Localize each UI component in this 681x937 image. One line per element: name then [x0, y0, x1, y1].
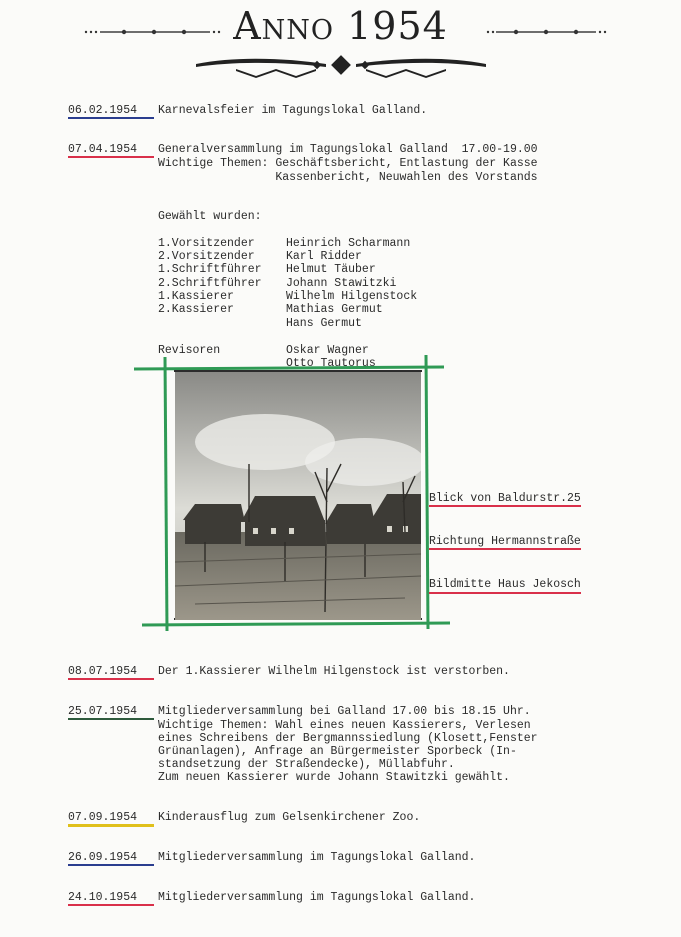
- elected-role: 2.Schriftführer: [158, 277, 262, 290]
- entry-text: Kassenbericht, Neuwahlen des Vorstands: [158, 171, 538, 184]
- entry-date: 25.07.1954: [68, 705, 154, 720]
- elected-role: 1.Kassierer: [158, 290, 234, 303]
- entry-text: Grünanlagen), Anfrage an Bürgermeister Sporbeck (In-: [158, 745, 517, 758]
- elected-role: 1.Schriftführer: [158, 263, 262, 276]
- left-ornament: [84, 27, 224, 37]
- entry-date: 07.09.1954: [68, 811, 154, 827]
- entry-text: Zum neuen Kassierer wurde Johann Stawitzki gewählt.: [158, 771, 510, 784]
- elected-name: Heinrich Scharmann: [286, 237, 411, 250]
- elected-name: Wilhelm Hilgenstock: [286, 290, 418, 303]
- auditor-name: Oskar Wagner: [286, 344, 369, 357]
- street-photo: [175, 372, 421, 620]
- entry-text: Karnevalsfeier im Tagungslokal Galland.: [158, 104, 428, 117]
- auditors-label: Revisoren: [158, 344, 221, 357]
- entry-text: Kinderausflug zum Gelsenkirchener Zoo.: [158, 811, 421, 824]
- entry-text: Mitgliederversammlung bei Galland 17.00 bis 18.15 Uhr.: [158, 705, 531, 718]
- entry-text: Der 1.Kassierer Wilhelm Hilgenstock ist verstorben.: [158, 665, 510, 678]
- entry-text: Generalversammlung im Tagungslokal Galland 17.00-19.00: [158, 143, 538, 156]
- caption-line: Richtung Hermannstraße: [429, 535, 581, 550]
- entry-text: eines Schreibens der Bergmannssiedlung (Klosett,Fenster: [158, 732, 538, 745]
- entry-date: 26.09.1954: [68, 851, 154, 866]
- elected-heading: Gewählt wurden:: [158, 210, 262, 223]
- entry-text: Mitgliederversammlung im Tagungslokal Galland.: [158, 851, 476, 864]
- elected-role: 2.Vorsitzender: [158, 250, 255, 263]
- elected-name: Johann Stawitzki: [286, 277, 397, 290]
- auditor-name: Otto Tautorus: [286, 357, 376, 370]
- elected-name: Hans Germut: [286, 317, 362, 330]
- entry-text: Wichtige Themen: Wahl eines neuen Kassierers, Verlesen: [158, 719, 531, 732]
- entry-date: 06.02.1954: [68, 104, 154, 119]
- photo-caption: [429, 465, 581, 608]
- elected-role: 1.Vorsitzender: [158, 237, 255, 250]
- page-title: Anno 1954: [233, 4, 448, 48]
- elected-name: Helmut Täuber: [286, 263, 376, 276]
- right-ornament: [486, 27, 611, 37]
- elected-name: Karl Ridder: [286, 250, 362, 263]
- entry-date: 24.10.1954: [68, 891, 154, 906]
- caption-line: Bildmitte Haus Jekosch: [429, 578, 581, 593]
- entry-date: 08.07.1954: [68, 665, 154, 680]
- title-flourish: [196, 54, 486, 80]
- elected-role: 2.Kassierer: [158, 303, 234, 316]
- caption-line: Blick von Baldurstr.25: [429, 492, 581, 507]
- elected-name: Mathias Germut: [286, 303, 383, 316]
- entry-date: 07.04.1954: [68, 143, 154, 158]
- entry-text: standsetzung der Straßendecke), Müllabfuhr.: [158, 758, 455, 771]
- entry-text: Mitgliederversammlung im Tagungslokal Galland.: [158, 891, 476, 904]
- entry-text: Wichtige Themen: Geschäftsbericht, Entlastung der Kasse: [158, 157, 538, 170]
